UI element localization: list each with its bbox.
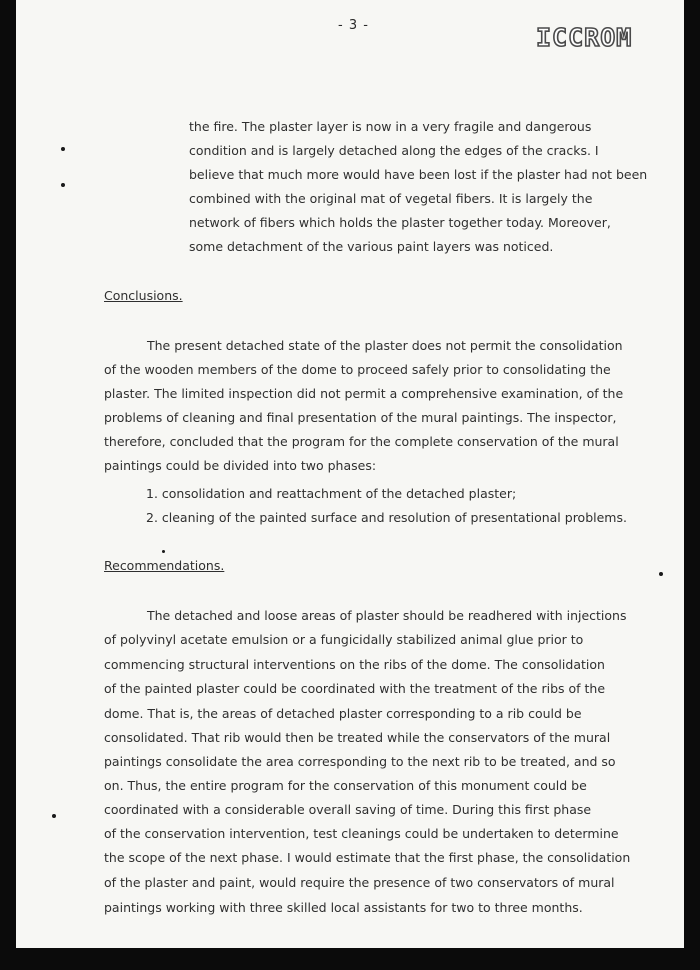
recommendations-line: consolidated. That rib would then be treated while the conservators of the mural [104,730,611,745]
conclusions-line: plaster. The limited inspection did not permit a comprehensive examination, of the [104,386,624,401]
recommendations-line: The detached and loose areas of plaster should be readhered with injections [147,608,627,623]
recommendations-line: of the painted plaster could be coordinated with the treatment of the ribs of the [104,681,606,696]
paragraph-line: some detachment of the various paint layers was noticed. [189,239,554,254]
recommendations-line: of polyvinyl acetate emulsion or a fungicidally stabilized animal glue prior to [104,632,584,647]
conclusions-line: therefore, concluded that the program for the complete conservation of the mural [104,434,619,449]
list-item: 1. consolidation and reattachment of the detached plaster; [146,486,517,501]
recommendations-line: paintings consolidate the area corresponding to the next rib to be treated, and so [104,754,616,769]
recommendations-line: commencing structural interventions on the ribs of the dome. The consolidation [104,657,605,672]
recommendations-line: on. Thus, the entire program for the conservation of this monument could be [104,778,587,793]
paragraph-line: condition and is largely detached along the edges of the cracks. I [189,143,599,158]
scan-speck [659,572,663,576]
conclusions-line: The present detached state of the plaster does not permit the consolidation [147,338,623,353]
page-number: - 3 - [338,18,369,33]
paragraph-line: combined with the original mat of vegetal fibers. It is largely the [189,191,593,206]
conclusions-line: problems of cleaning and final presentation of the mural paintings. The inspector, [104,410,617,425]
scan-speck [61,147,65,151]
conclusions-heading: Conclusions. [104,288,183,303]
list-item: 2. cleaning of the painted surface and resolution of presentational problems. [146,510,627,525]
document-page [16,0,684,948]
recommendations-line: of the conservation intervention, test cleanings could be undertaken to determine [104,826,619,841]
iccrom-logo: ICCROM [536,23,633,52]
scan-speck [162,550,165,553]
recommendations-line: of the plaster and paint, would require the presence of two conservators of mural [104,875,615,890]
recommendations-heading: Recommendations. [104,558,225,573]
recommendations-line: dome. That is, the areas of detached plaster corresponding to a rib could be [104,706,582,721]
recommendations-line: coordinated with a considerable overall saving of time. During this first phase [104,802,592,817]
paragraph-line: believe that much more would have been lost if the plaster had not been [189,167,648,182]
recommendations-line: the scope of the next phase. I would estimate that the first phase, the consolidation [104,850,631,865]
paragraph-line: network of fibers which holds the plaster together today. Moreover, [189,215,611,230]
scan-speck [52,814,56,818]
scan-speck [61,183,65,187]
recommendations-line: paintings working with three skilled local assistants for two to three months. [104,900,583,915]
paragraph-line: the fire. The plaster layer is now in a very fragile and dangerous [189,119,592,134]
conclusions-line: paintings could be divided into two phases: [104,458,377,473]
conclusions-line: of the wooden members of the dome to proceed safely prior to consolidating the [104,362,611,377]
